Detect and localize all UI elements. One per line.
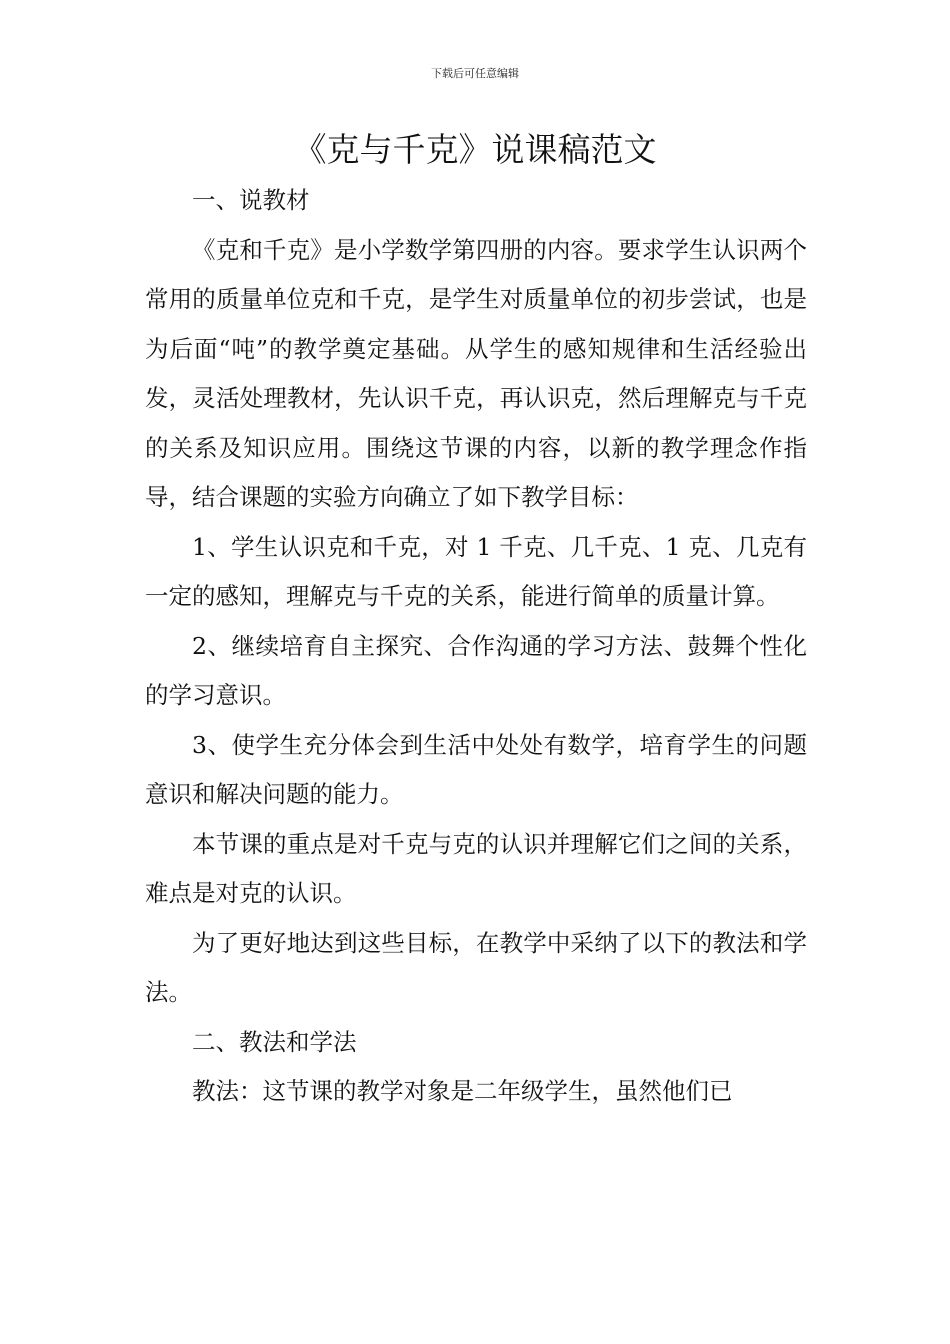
paragraph-goal-2: 2、继续培育自主探究、合作沟通的学习方法、鼓舞个性化的学习意识。 xyxy=(145,631,807,709)
paragraph-textbook-intro: 《克和千克》是小学数学第四册的内容。要求学生认识两个常用的质量单位克和千克，是学生对质量单位的初步尝试，也是为后面“吨”的教学奠定基础。从学生的感知规律和生活经验出发，灵活处理教材，先认识千克，再认识克，然后理解克与千克的关系及知识应用。围绕这节课的内容，以新的教学理念作指导，结合课题的实验方向确立了如下教学目标： xyxy=(145,235,807,511)
section-heading-methods: 二、教法和学法 xyxy=(192,1027,357,1056)
header-note: 下载后可任意编辑 xyxy=(431,67,519,80)
section-heading-textbook: 一、说教材 xyxy=(192,186,310,214)
document-title: 《克与千克》说课稿范文 xyxy=(293,130,657,169)
paragraph-key-points: 本节课的重点是对千克与克的认识并理解它们之间的关系，难点是对克的认识。 xyxy=(145,829,807,907)
paragraph-goal-1: 1、学生认识克和千克，对 1 千克、几千克、1 克、几克有一定的感知，理解克与千克的关系，能进行简单的质量计算。 xyxy=(145,532,807,610)
document-body xyxy=(145,176,807,1117)
paragraph-methods-intro: 为了更好地达到这些目标，在教学中采纳了以下的教法和学法。 xyxy=(145,928,807,1006)
paragraph-goal-3: 3、使学生充分体会到生活中处处有数学，培育学生的问题意识和解决问题的能力。 xyxy=(145,730,807,808)
paragraph-teaching-method: 教法：这节课的教学对象是二年级学生，虽然他们已 xyxy=(192,1077,733,1105)
